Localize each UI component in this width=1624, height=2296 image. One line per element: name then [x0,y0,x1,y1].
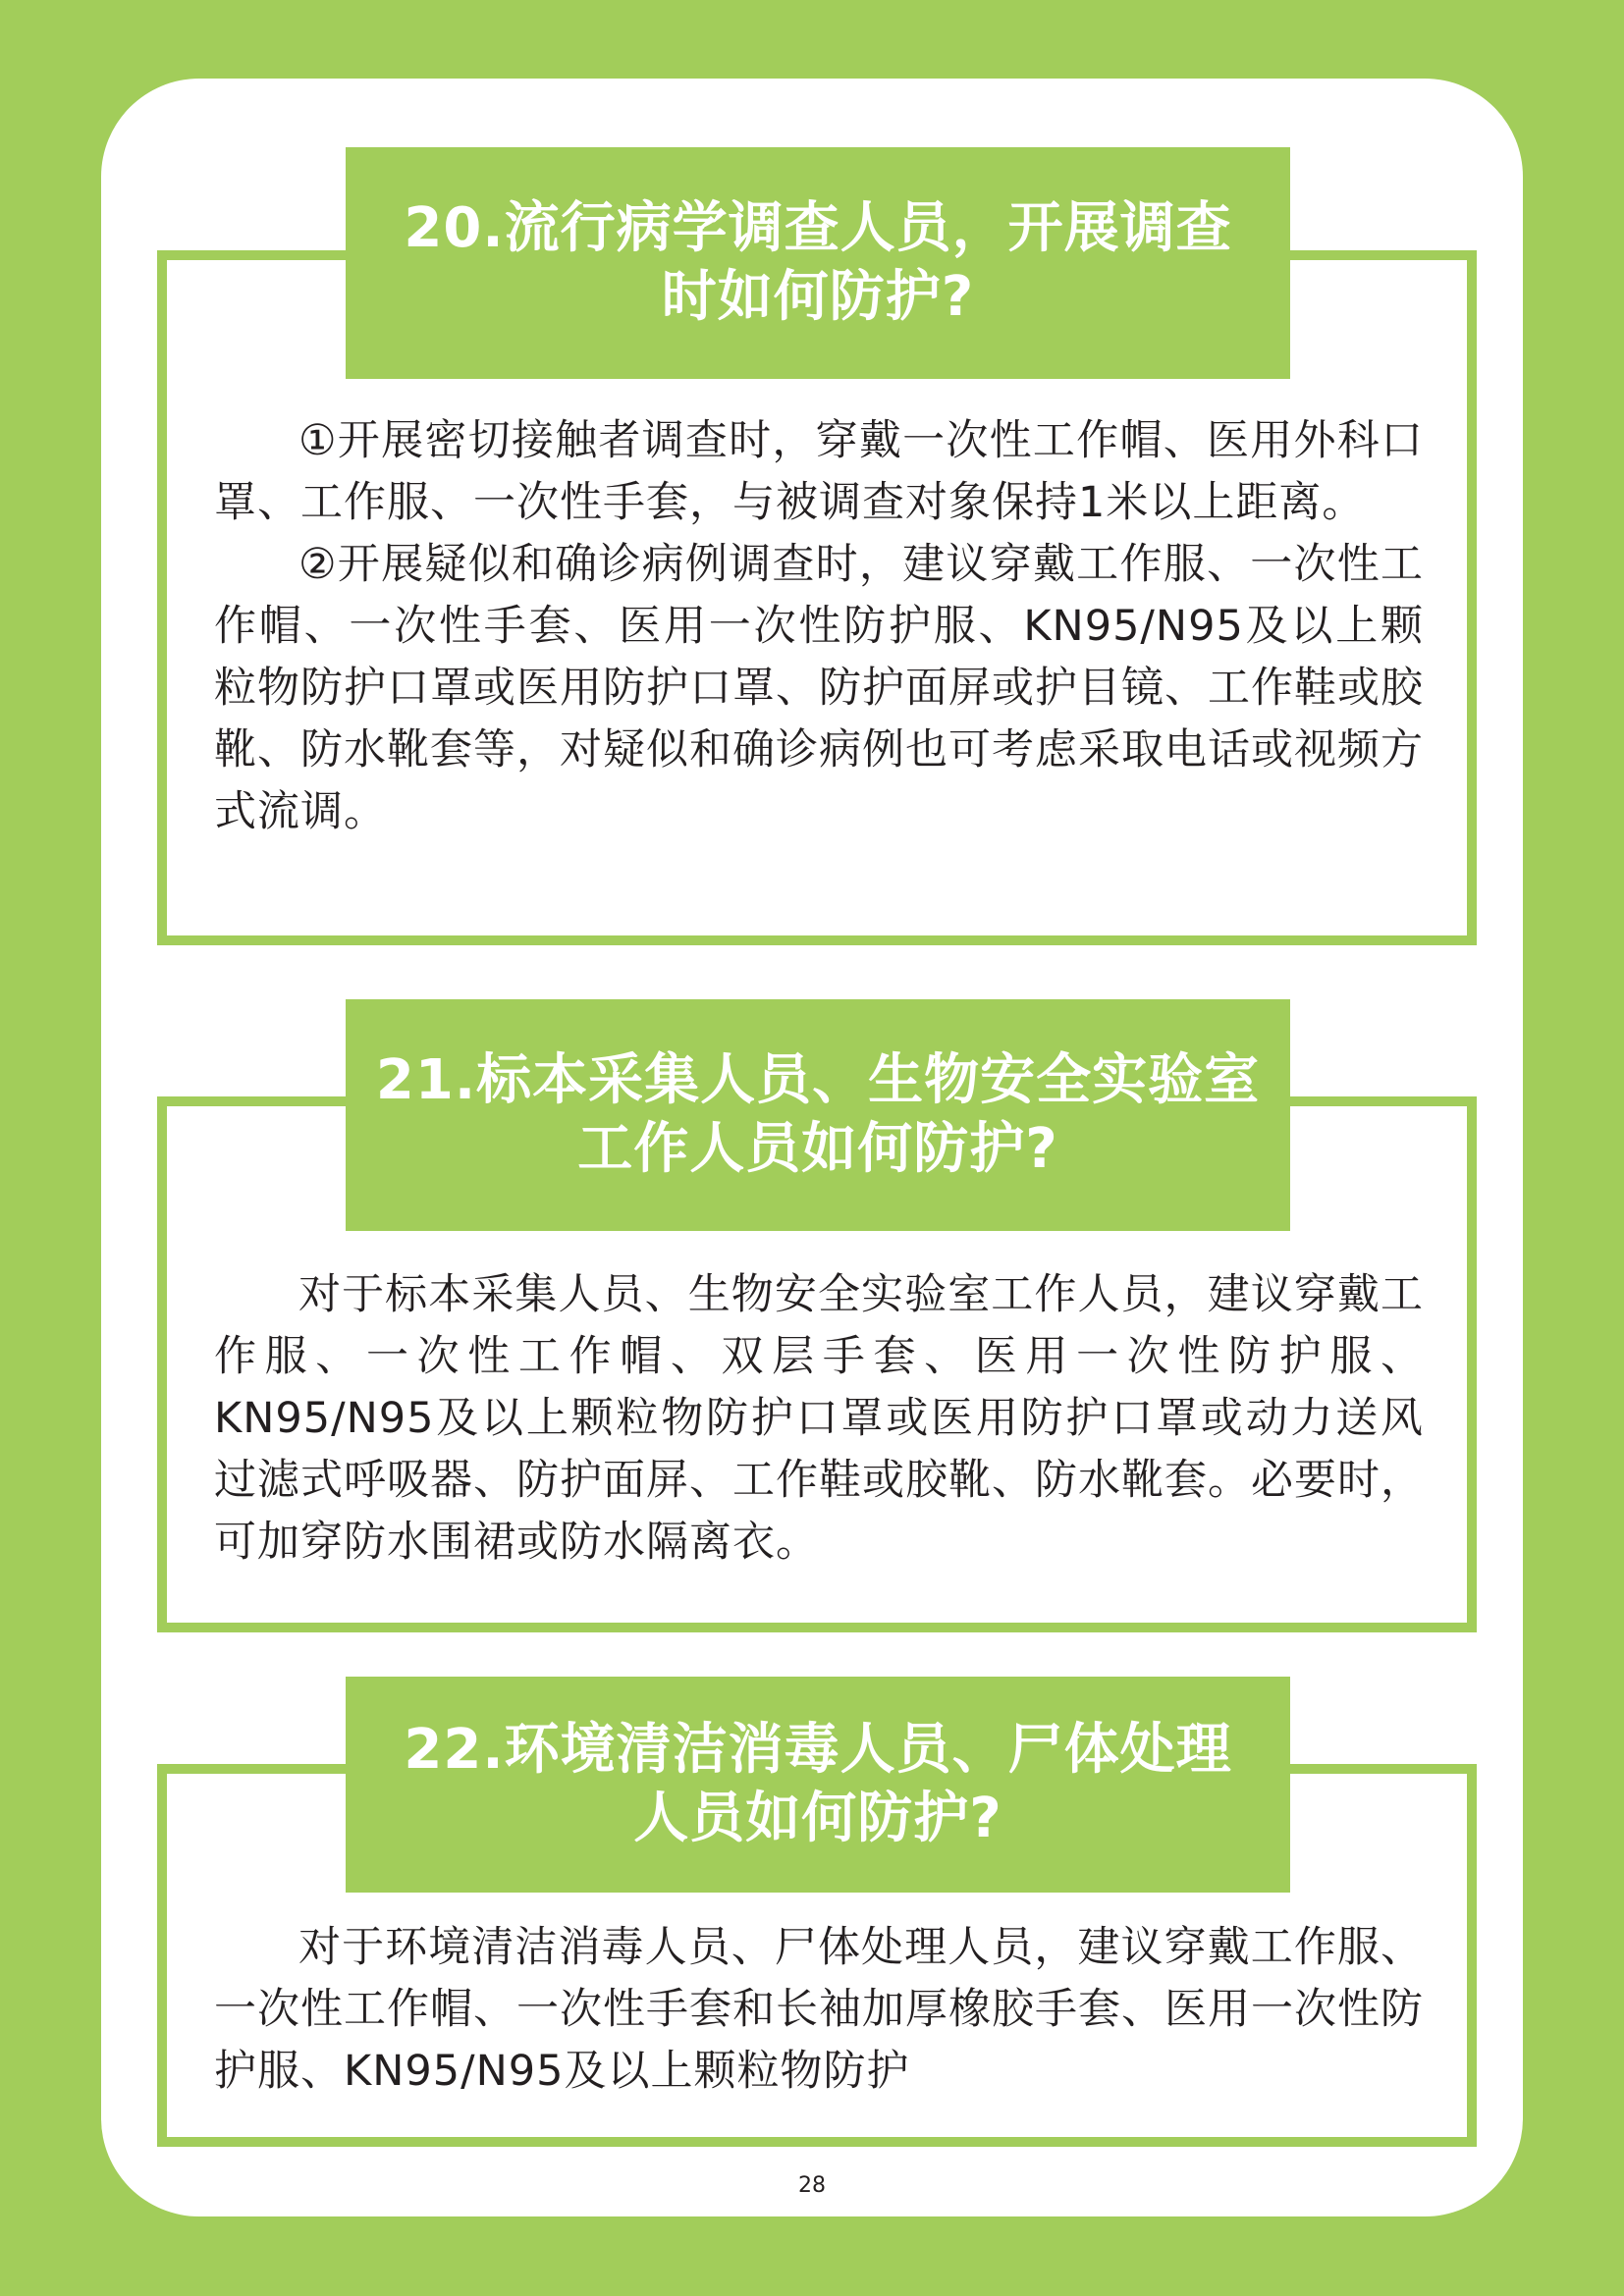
question-22-body [214,1917,1424,2103]
question-21-title [346,999,1290,1231]
question-21-body [214,1264,1424,1574]
question-20-paragraph-2: ②开展疑似和确诊病例调查时，建议穿戴工作服、一次性工作帽、一次性手套、医用一次性防护服、KN95/N95及以上颗粒物防护口罩或医用防护口罩、防护面屏或护目镜、工作鞋或胶靴、防水靴套等，对疑似和确诊病例也可考虑采取电话或视频方式流调。 [214,540,1424,836]
page-number: 28 [798,2173,826,2198]
question-22-title-line1: 22.环境清洁消毒人员、尸体处理 [404,1718,1232,1782]
question-22-paragraph-1: 对于环境清洁消毒人员、尸体处理人员，建议穿戴工作服、一次性工作帽、一次性手套和长袖加厚橡胶手套、医用一次性防护服、KN95/N95及以上颗粒物防护 [214,1923,1424,2096]
question-20-paragraph-1: ①开展密切接触者调查时，穿戴一次性工作帽、医用外科口罩、工作服、一次性手套，与被调查对象保持1米以上距离。 [214,416,1424,527]
question-21-paragraph-1: 对于标本采集人员、生物安全实验室工作人员，建议穿戴工作服、一次性工作帽、双层手套、医用一次性防护服、KN95/N95及以上颗粒物防护口罩或医用防护口罩或动力送风过滤式呼吸器、防护面屏、工作鞋或胶靴、防水靴套。必要时，可加穿防水围裙或防水隔离衣。 [214,1270,1424,1567]
question-21-title-line2: 工作人员如何防护? [577,1117,1058,1181]
question-20-title-line1: 20.流行病学调查人员，开展调查 [404,196,1232,260]
question-22-title-line2: 人员如何防护? [633,1787,1002,1850]
question-22-title [346,1677,1290,1893]
question-20-title [346,147,1290,379]
question-20-title-line2: 时如何防护? [661,265,975,329]
question-21-title-line1: 21.标本采集人员、生物安全实验室 [375,1048,1261,1112]
question-20-body [214,410,1424,843]
